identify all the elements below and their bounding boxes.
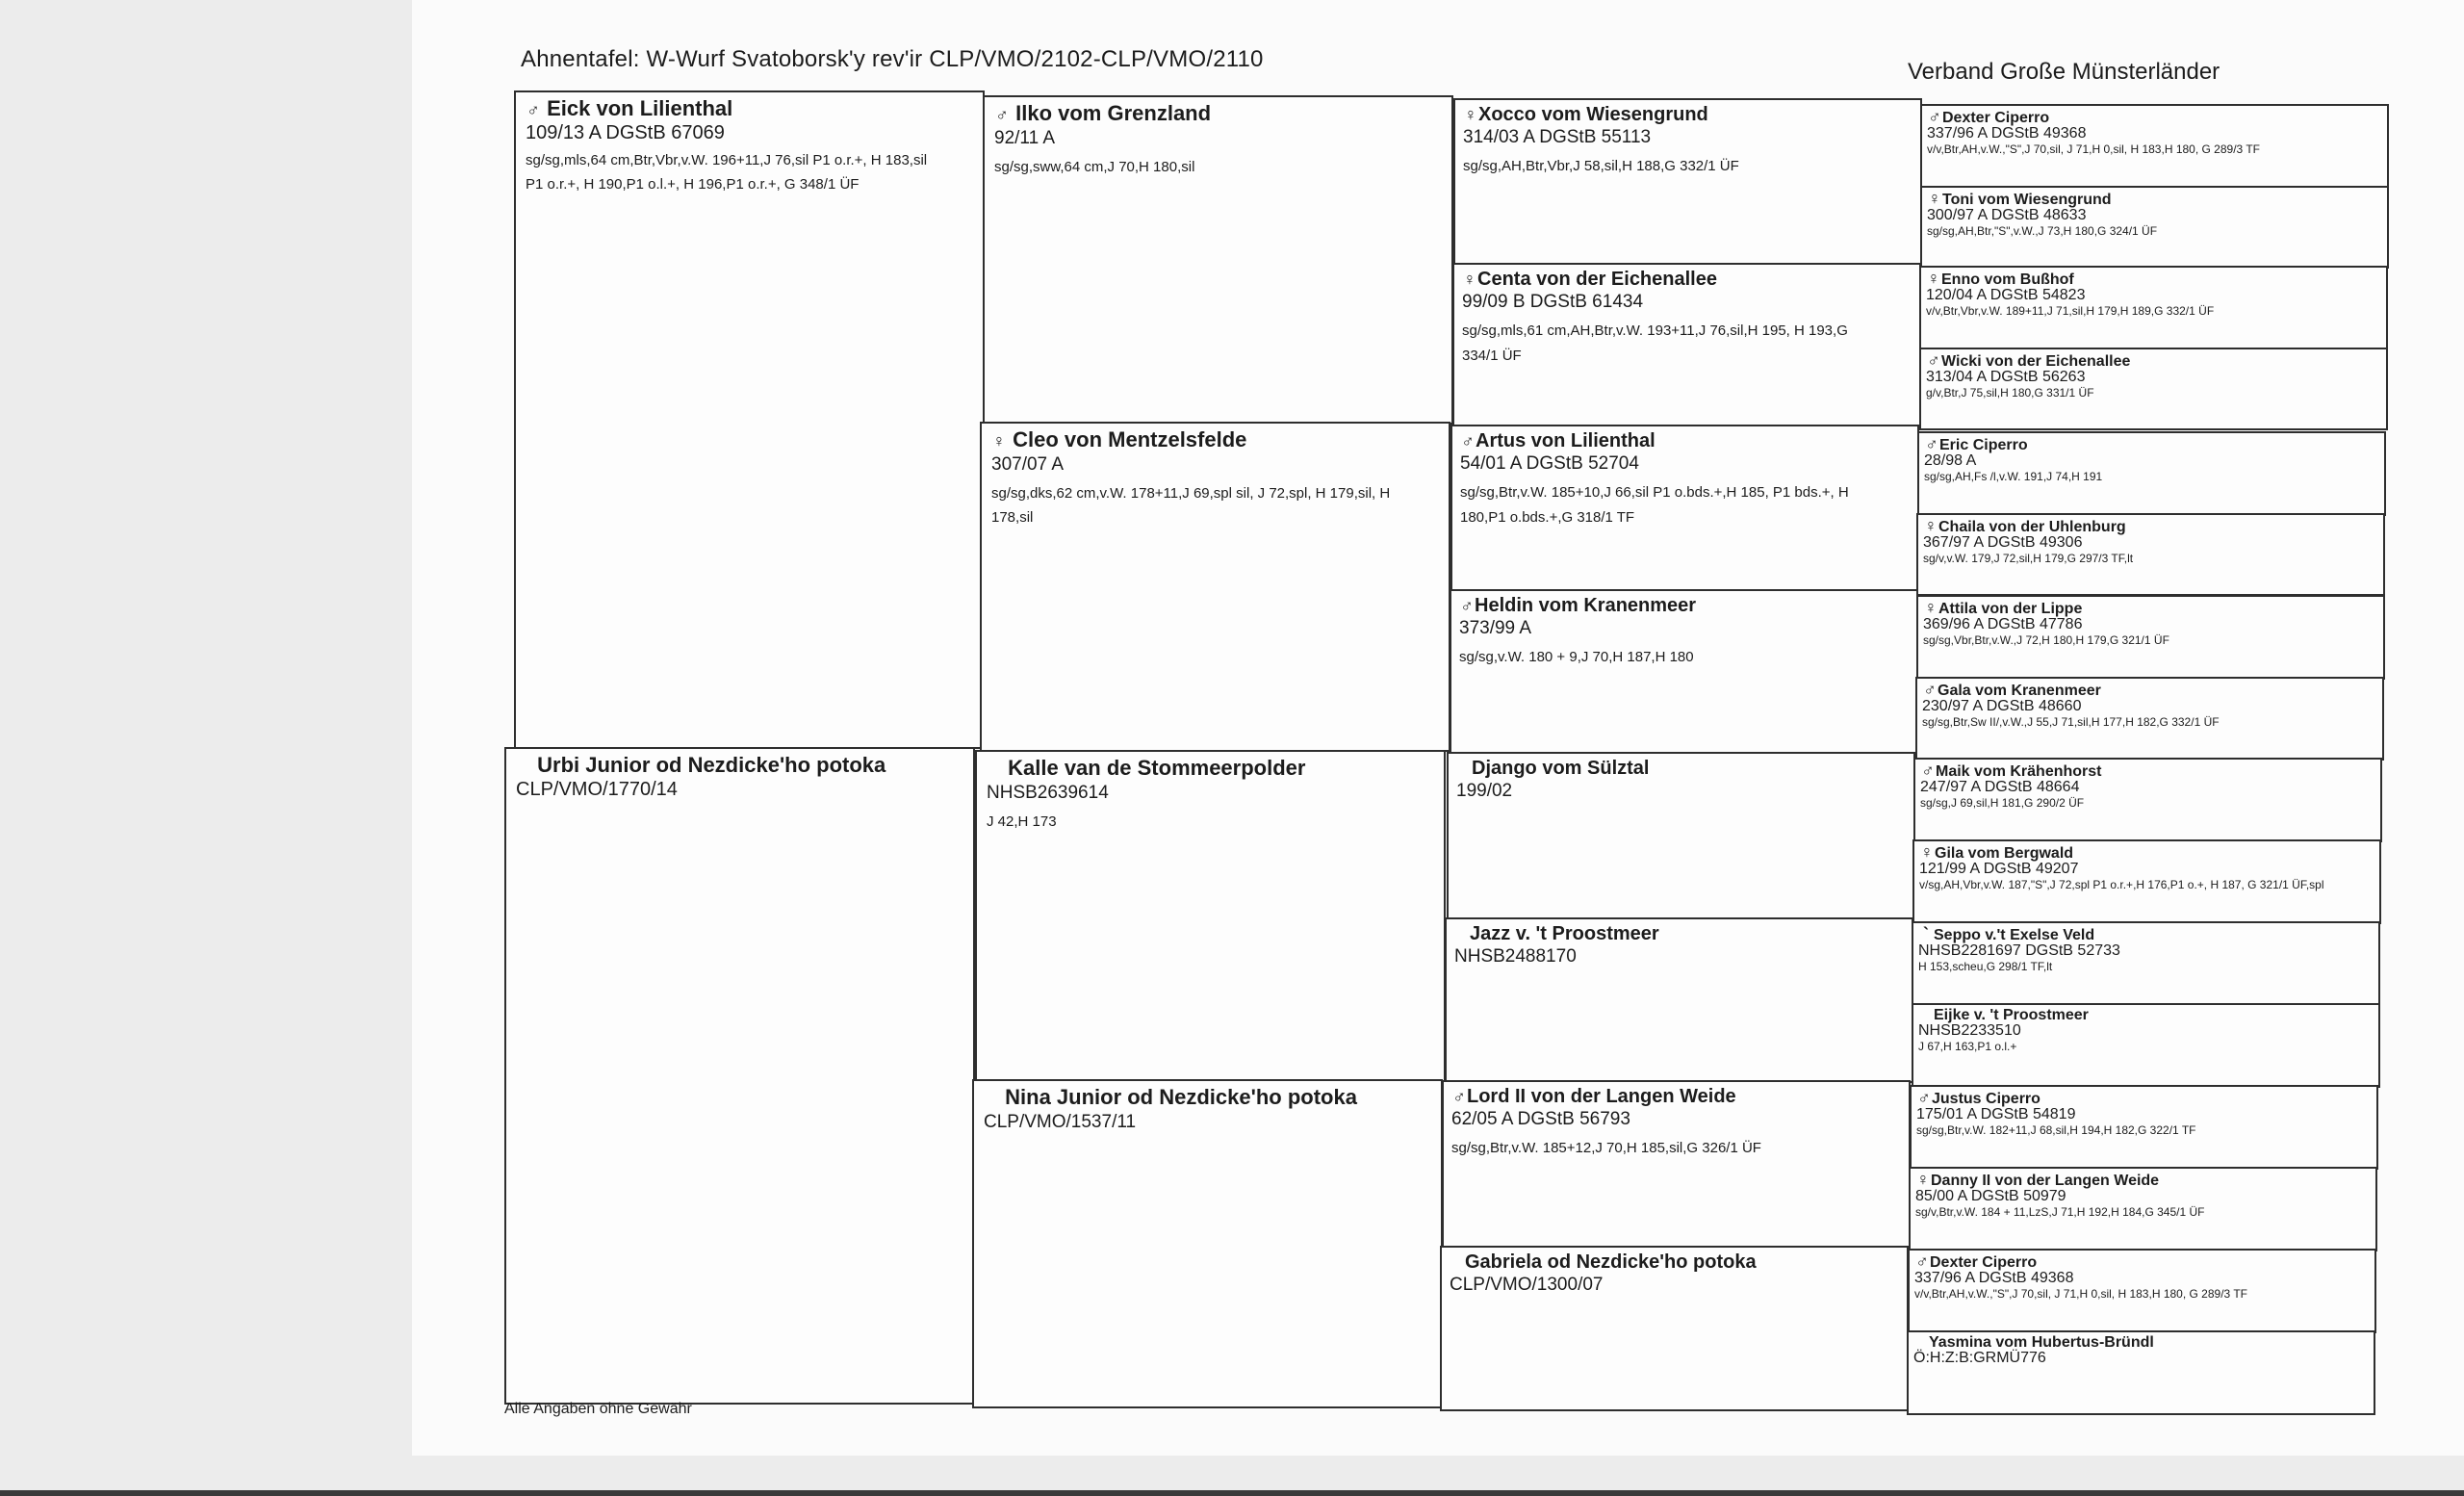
pedigree-ancestor-gen4 [1909, 1167, 2377, 1251]
gender-symbol: ♂ [1927, 350, 1940, 370]
dog-name: Eijke v. 't Proostmeer [1934, 1007, 2089, 1023]
dog-details: sg/sg,Vbr,Btr,v.W.,J 72,H 180,H 179,G 321/1 ÜF [1923, 633, 2169, 647]
registration-number: Ö:H:Z:B:GRMÜ776 [1913, 1350, 2046, 1366]
dog-name: Gila vom Bergwald [1935, 845, 2074, 862]
association-name: Verband Große Münsterländer [1908, 59, 2220, 85]
registration-number: 54/01 A DGStB 52704 [1460, 453, 1639, 474]
pedigree-ancestor-gen4 [1916, 595, 2385, 680]
registration-number: 247/97 A DGStB 48664 [1920, 779, 2080, 795]
dog-name: Urbi Junior od Nezdicke'ho potoka [537, 753, 886, 777]
dog-details: sg/sg,Btr,v.W. 185+10,J 66,sil P1 o.bds.+,H 185, P1 bds.+, H 180,P1 o.bds.+,G 318/1 TF [1460, 484, 1849, 526]
pedigree-title: Ahnentafel: W-Wurf Svatoborsk'y rev'ir CLP/VMO/2102-CLP/VMO/2110 [521, 46, 1264, 72]
pedigree-grandsire-maternal [975, 750, 1446, 1082]
dog-name: Artus von Lilienthal [1476, 430, 1656, 451]
pedigree-ancestor-gen4 [1912, 921, 2380, 1006]
registration-number: 175/01 A DGStB 54819 [1916, 1106, 2076, 1122]
dog-name: Ilko vom Grenzland [1015, 101, 1212, 125]
dog-details: sg/sg,AH,Btr,Vbr,J 58,sil,H 188,G 332/1 ÜF [1463, 158, 1739, 174]
pedigree-ancestor-gen4 [1915, 677, 2384, 761]
pedigree-ancestor-gen3 [1453, 98, 1922, 266]
gender-symbol: ♂ [1917, 1088, 1931, 1107]
dog-details: sg/sg,v.W. 180 + 9,J 70,H 187,H 180 [1459, 649, 1694, 665]
dog-name: Django vom Sülztal [1472, 758, 1650, 779]
dog-name: Justus Ciperro [1932, 1091, 2040, 1107]
pedigree-ancestor-gen3 [1447, 752, 1915, 920]
gender-symbol: ♂ [995, 105, 1009, 124]
pedigree-ancestor-gen4 [1913, 758, 2382, 842]
pedigree-ancestor-gen3 [1450, 589, 1918, 755]
pedigree-ancestor-gen3 [1442, 1080, 1911, 1249]
gender-symbol: ♀ [992, 431, 1006, 451]
dog-details: g/v,Btr,J 75,sil,H 180,G 331/1 ÜF [1926, 386, 2094, 400]
dog-name: Kalle van de Stommeerpolder [1008, 756, 1306, 780]
dog-name: Centa von der Eichenallee [1477, 269, 1717, 290]
dog-details: sg/sg,AH,Btr,"S",v.W.,J 73,H 180,G 324/1 ÜF [1927, 224, 2158, 238]
dog-details: sg/sg,mls,64 cm,Btr,Vbr,v.W. 196+11,J 76,sil P1 o.r.+, H 183,sil P1 o.r.+, H 190,P1 o.l.+, H 196,P1 o.r.+, G 348/1 ÜF [526, 152, 928, 193]
gender-symbol: ♂ [1452, 1087, 1466, 1106]
gender-symbol: ♀ [1464, 105, 1477, 124]
dog-name: Xocco vom Wiesengrund [1478, 104, 1708, 125]
gender-symbol: ♂ [1925, 434, 1938, 453]
dog-details: sg/sg,mls,61 cm,AH,Btr,v.W. 193+11,J 76,sil,H 195, H 193,G 334/1 ÜF [1462, 322, 1848, 364]
dog-details: sg/sg,Btr,Sw II/,v.W.,J 55,J 71,sil,H 177,H 182,G 332/1 ÜF [1922, 715, 2220, 729]
pedigree-granddam-maternal [972, 1079, 1443, 1408]
registration-number: 300/97 A DGStB 48633 [1927, 207, 2087, 223]
dog-name: Seppo v.'t Exelse Veld [1934, 927, 2095, 943]
pedigree-ancestor-gen3 [1450, 425, 1919, 592]
dog-name: Danny II von der Langen Weide [1931, 1173, 2160, 1189]
registration-number: 62/05 A DGStB 56793 [1451, 1109, 1630, 1129]
gender-symbol: ♀ [1928, 189, 1941, 208]
pedigree-ancestor-gen4 [1912, 839, 2381, 924]
gender-symbol: ♂ [1923, 680, 1937, 699]
gender-symbol: ` [1923, 924, 1929, 943]
dog-name: Dexter Ciperro [1942, 110, 2050, 126]
gender-symbol: ♂ [1460, 596, 1474, 615]
pedigree-ancestor-gen4 [1912, 1003, 2380, 1088]
pedigree-ancestor-gen3 [1452, 263, 1921, 427]
dog-details: J 42,H 173 [987, 813, 1057, 830]
registration-number: 313/04 A DGStB 56263 [1926, 369, 2086, 385]
dog-details: sg/sg,J 69,sil,H 181,G 290/2 ÜF [1920, 796, 2085, 810]
dog-name: Lord II von der Langen Weide [1467, 1086, 1736, 1107]
pedigree-ancestor-gen4 [1908, 1249, 2376, 1333]
dog-name: Eick von Lilienthal [547, 96, 733, 120]
pedigree-ancestor-gen4 [1920, 186, 2389, 269]
dog-details: sg/v,Btr,v.W. 184 + 11,LzS,J 71,H 192,H 184,G 345/1 ÜF [1915, 1205, 2205, 1219]
dog-name: Heldin vom Kranenmeer [1475, 595, 1697, 616]
gender-symbol: ♂ [1461, 431, 1475, 451]
registration-number: CLP/VMO/1537/11 [984, 1112, 1137, 1132]
dog-name: Maik vom Krähenhorst [1936, 763, 2102, 780]
gender-symbol: ♀ [1927, 269, 1940, 288]
registration-number: 109/13 A DGStB 67069 [526, 122, 725, 143]
dog-details: v/v,Btr,AH,v.W.,"S",J 70,sil, J 71,H 0,sil, H 183,H 180, G 289/3 TF [1927, 142, 2260, 156]
pedigree-ancestor-gen4 [1916, 513, 2385, 596]
dog-name: Wicki von der Eichenallee [1941, 353, 2131, 370]
dog-details: sg/sg,AH,Fs /l,v.W. 191,J 74,H 191 [1924, 470, 2103, 483]
dog-name: Dexter Ciperro [1930, 1254, 2038, 1271]
pedigree-dam [504, 747, 975, 1405]
gender-symbol: ♂ [1921, 761, 1935, 780]
registration-number: CLP/VMO/1300/07 [1450, 1275, 1604, 1295]
dog-name: Gala vom Kranenmeer [1938, 683, 2101, 699]
dog-name: Gabriela od Nezdicke'ho potoka [1465, 1251, 1757, 1273]
registration-number: 199/02 [1456, 781, 1513, 801]
registration-number: 99/09 B DGStB 61434 [1462, 292, 1644, 312]
registration-number: 314/03 A DGStB 55113 [1463, 127, 1652, 147]
registration-number: 337/96 A DGStB 49368 [1914, 1270, 2074, 1286]
dog-details: sg/sg,Btr,v.W. 185+12,J 70,H 185,sil,G 326/1 ÜF [1451, 1140, 1761, 1156]
dog-details: v/sg,AH,Vbr,v.W. 187,"S",J 72,spl P1 o.r.+,H 176,P1 o.+, H 187, G 321/1 ÜF,spl [1919, 878, 2324, 891]
dog-name: Nina Junior od Nezdicke'ho potoka [1005, 1085, 1357, 1109]
registration-number: 120/04 A DGStB 54823 [1926, 287, 2086, 303]
gender-symbol: ♀ [1924, 516, 1938, 535]
dog-details: sg/v,v.W. 179,J 72,sil,H 179,G 297/3 TF,lt [1923, 552, 2134, 565]
dog-name: Cleo von Mentzelsfelde [1013, 427, 1247, 451]
gender-symbol: ♂ [1915, 1251, 1929, 1271]
registration-number: NHSB2233510 [1918, 1022, 2021, 1039]
registration-number: 121/99 A DGStB 49207 [1919, 861, 2079, 877]
dog-name: Chaila von der Uhlenburg [1938, 519, 2126, 535]
dog-details: sg/sg,Btr,v.W. 182+11,J 68,sil,H 194,H 182,G 322/1 TF [1916, 1123, 2196, 1137]
gender-symbol: ♀ [1920, 842, 1934, 862]
registration-number: 367/97 A DGStB 49306 [1923, 534, 2083, 551]
gender-symbol: ♀ [1463, 270, 1476, 289]
pedigree-ancestor-gen4 [1920, 104, 2389, 189]
dog-name: Eric Ciperro [1939, 437, 2028, 453]
pedigree-granddam-paternal [980, 422, 1450, 752]
dog-details: H 153,scheu,G 298/1 TF,lt [1918, 960, 2053, 973]
dog-details: sg/sg,sww,64 cm,J 70,H 180,sil [994, 159, 1195, 175]
registration-number: 230/97 A DGStB 48660 [1922, 698, 2082, 714]
scanner-edge [0, 1490, 2464, 1496]
dog-name: Jazz v. 't Proostmeer [1470, 923, 1659, 944]
gender-symbol: ♀ [1916, 1170, 1930, 1189]
registration-number: 28/98 A [1924, 452, 1977, 469]
pedigree-ancestor-gen4 [1919, 348, 2388, 430]
dog-name: Toni vom Wiesengrund [1942, 192, 2112, 208]
pedigree-ancestor-gen4 [1917, 431, 2386, 516]
registration-number: NHSB2281697 DGStB 52733 [1918, 942, 2120, 959]
dog-name: Enno vom Bußhof [1941, 271, 2074, 288]
dog-details: v/v,Btr,AH,v.W.,"S",J 70,sil, J 71,H 0,sil, H 183,H 180, G 289/3 TF [1914, 1287, 2247, 1301]
registration-number: 337/96 A DGStB 49368 [1927, 125, 2087, 142]
registration-number: NHSB2639614 [987, 783, 1109, 803]
registration-number: 92/11 A [994, 128, 1056, 148]
gender-symbol: ♂ [526, 100, 540, 119]
registration-number: 85/00 A DGStB 50979 [1915, 1188, 2066, 1204]
registration-number: CLP/VMO/1770/14 [516, 779, 678, 800]
dog-details: J 67,H 163,P1 o.l.+ [1918, 1040, 2017, 1053]
registration-number: 369/96 A DGStB 47786 [1923, 616, 2083, 632]
pedigree-ancestor-gen4 [1919, 266, 2388, 350]
disclaimer-note: Alle Angaben ohne Gewähr [504, 1401, 692, 1417]
registration-number: 373/99 A [1459, 618, 1532, 638]
gender-symbol: ♀ [1924, 598, 1938, 617]
pedigree-ancestor-gen3 [1440, 1246, 1909, 1411]
dog-name: Yasmina vom Hubertus-Bründl [1929, 1334, 2154, 1351]
dog-name: Attila von der Lippe [1938, 601, 2083, 617]
pedigree-ancestor-gen4 [1910, 1085, 2378, 1170]
pedigree-grandsire-paternal [983, 95, 1453, 425]
pedigree-sire [514, 90, 985, 749]
pedigree-ancestor-gen4 [1907, 1330, 2375, 1415]
registration-number: 307/07 A [991, 454, 1065, 475]
pedigree-ancestor-gen3 [1445, 917, 1913, 1083]
gender-symbol: ♂ [1928, 107, 1941, 126]
dog-details: v/v,Btr,Vbr,v.W. 189+11,J 71,sil,H 179,H 189,G 332/1 ÜF [1926, 304, 2215, 318]
dog-details: sg/sg,dks,62 cm,v.W. 178+11,J 69,spl sil, J 72,spl, H 179,sil, H 178,sil [991, 485, 1391, 526]
registration-number: NHSB2488170 [1454, 946, 1577, 967]
